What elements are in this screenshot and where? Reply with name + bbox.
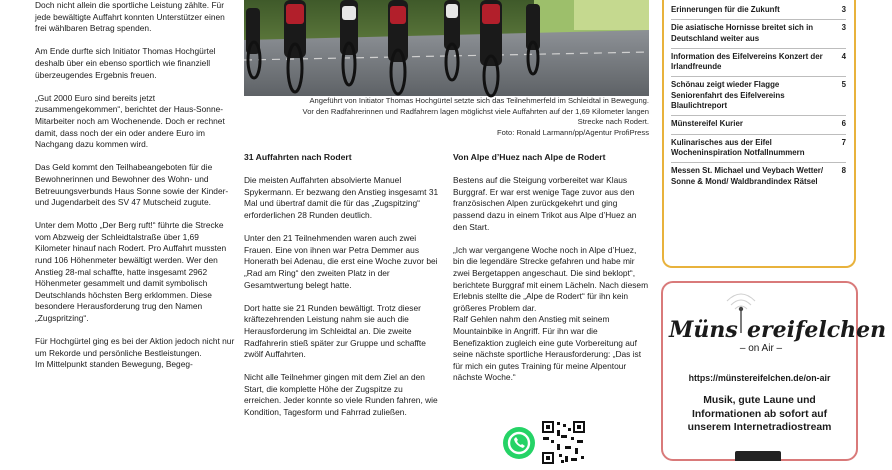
toc-item-title: Schönau zeigt wieder Flagge Seniorenfahrt des Eifelvereins Blaulichtreport (671, 80, 785, 111)
section-heading: 31 Auffahrten nach Rodert (244, 152, 352, 162)
article-paragraph: „Ich war vergangene Woche noch in Alpe d’Huez, bin die legendäre Strecke gefahren und habe mir zwei Bergetappen angeschaut. Die sind beklopt“, berichtete Burggraf mit einem Lächeln. Nach diesem Erlebnis stellte die „Alpe de Rodert“ für ihn kein größeres Problem dar. (453, 244, 649, 313)
caption-line: Strecke nach Rodert. (577, 117, 649, 127)
toc-item-page: 8 (841, 166, 846, 176)
toc-item[interactable] (671, 135, 846, 164)
article-column-left (35, 0, 235, 371)
toc-item-page: 4 (841, 51, 846, 61)
cyclists-photo (244, 0, 649, 96)
muenstereifelchen-logo (663, 289, 887, 354)
toc-item[interactable] (671, 49, 846, 78)
qr-code-graphic (541, 420, 586, 465)
article-paragraph: Bestens auf die Steigung vorbereitet war Klaus Burggraf. Er war erst wenige Tage zuvor aus den französischen Alpen zurückgekehrt und ging passend dazu in einem Trikot aus Alpe d’Huez an den Start. (453, 175, 637, 232)
table-of-contents (662, 0, 856, 268)
toc-item-title: Information des Eifelvereins Konzert der Irlandfreunde (671, 51, 823, 72)
section-heading: Von Alpe d’Huez nach Alpe de Rodert (453, 152, 606, 162)
toc-item-page: 5 (841, 80, 846, 90)
article-paragraph: Nicht alle Teilnehmer gingen mit dem Ziel an den Start, die komplette Höhe der Zugspitze zu erreichen. Jeder konnte so viele Runden fahren, wie Kondition, Tagesform und Fahrrad zuließen. (244, 372, 438, 418)
article-paragraph: Am Ende durfte sich Initiator Thomas Hochgürtel deshalb über ein ebenso sportlich wie finanziell überzeugendes Ergebnis freuen. (35, 46, 216, 80)
article-paragraph: „Gut 2000 Euro sind bereits jetzt zusammengekommen“, berichtet der Haus-Sonne-Mitarbeiter noch am Wochenende. Doch er rechnet damit, dass noch der ein oder andere Euro im Nachgang dazu kommen wird. (35, 92, 225, 150)
radio-promo-text: Musik, gute Laune und Informationen ab sofort auf unserem Internetradiostream (687, 395, 832, 434)
caption-line: Vor den Radfahrerinnen und Radfahrern lagen möglichst viele Auffahrten auf der 1,69 Kilometer langen (302, 106, 649, 116)
article-paragraph: Dort hatte sie 21 Runden bewältigt. Trotz dieser kräftezehrenden Leistung nahm sie auch die Herausforderung im Schleidtal an. Die zweite Radfahrerin stieß später zur Gruppe und schaffte zwölf Auffahrten. (244, 302, 426, 360)
article-paragraph: Die meisten Auffahrten absolvierte Manuel Spykermann. Er bezwang den Anstieg insgesamt 31 Mal und übertraf damit die für das „Zugspitzing“ erforderlichen 28 Runden deutlich. (244, 175, 439, 220)
article-paragraph: Im Mittelpunkt standen Bewegung, Begeg- (35, 359, 193, 370)
radio-ad-box (661, 281, 887, 461)
toc-item-page: 6 (841, 119, 846, 129)
photo-caption (244, 96, 649, 138)
article-column-right (453, 152, 649, 384)
antenna-icon (739, 307, 743, 311)
article-paragraph: Unter den 21 Teilnehmenden waren auch zwei Frauen. Eine von ihnen war Petra Demmer aus Honerath bei Adenau, die erst eine Woche zuvor bei „Rad am Ring“ den zweiten Platz in der Gesamtwertung belegt hatte. (244, 233, 438, 290)
radio-logo-strip (735, 451, 781, 461)
logo-text-right: ereifelchen (747, 317, 887, 343)
toc-item[interactable] (671, 77, 846, 116)
photo-credit: Foto: Ronald Larmann/pp/Agentur ProfiPress (497, 127, 649, 137)
logo-text-left: Müns (669, 317, 738, 343)
article-paragraph: Ralf Gehlen nahm den Anstieg mit seinem Mountainbike in Angriff. Für ihn war die Benefizaktion zugleich eine gute Vorbereitung auf seine nächste sportliche Herausforderung: „Das ist für mich ein gutes Training für meine Alpentour nächste Woche.“ (453, 314, 642, 383)
toc-item-page: 3 (841, 5, 846, 14)
caption-line: Angeführt von Initiator Thomas Hochgürtel setzte sich das Teilnehmerfeld im Schleidtal in Bewegung. (309, 96, 649, 105)
toc-item-title: Messen St. Michael und Veybach Wetter/ Sonne & Mond/ Waldbrandindex Rätsel (671, 166, 824, 186)
toc-item-title: Erinnerungen für die Zukunft (671, 5, 780, 14)
cyclists-photo-image (244, 0, 649, 96)
article-paragraph: Das Geld kommt den Teilhabeangeboten für die Bewohnerinnen und Bewohner des Wohn- und Betreuungsverbunds Haus Sonne sowie der Kinder- und Jugendarbeit des SV 47 Mutscheid zugute. (35, 162, 229, 208)
toc-item[interactable] (671, 20, 846, 49)
toc-item[interactable] (671, 116, 846, 134)
toc-item[interactable] (671, 2, 846, 20)
logo-subtitle: – on Air – (739, 343, 783, 354)
toc-item-title: Kulinarisches aus der Eifel Wocheninspiration Notfallnummern (671, 137, 805, 157)
article-paragraph: Für Hochgürtel ging es bei der Aktion jedoch nicht nur um Rekorde und persönliche Bestleistungen. (35, 336, 235, 358)
article-paragraph: Unter dem Motto „Der Berg ruft!“ führte die Strecke vom Abzweig der Schleidtalstraße über 1,69 Kilometer hinauf nach Rodert. Pro Auffahrt mussten rund 106 Höhenmeter bewältigt werden. Wer den Anstieg 28-mal schaffte, hatte insgesamt 2962 Höhenmeter gesammelt und damit symbolisch Deutschlands höchsten Berg erklommen. Diese besondere Herausforderung trug den Namen „Zugspritzing“. (35, 220, 227, 324)
toc-item-page: 7 (841, 137, 846, 147)
article-column-middle (244, 152, 442, 419)
radio-url-link[interactable]: https://münstereifelchen.de/on-air (688, 373, 831, 383)
article-paragraph: Doch nicht allein die sportliche Leistung zählte. Für jede bewältigte Auffahrt konnten Unterstützer einen frei wählbaren Betrag spenden. (35, 0, 225, 34)
qr-code[interactable] (541, 420, 586, 465)
toc-item-page: 3 (841, 23, 846, 33)
toc-item-title: Münstereifel Kurier (671, 119, 743, 129)
whatsapp-icon-graphic (502, 426, 536, 460)
whatsapp-icon[interactable] (502, 426, 536, 460)
toc-item-title: Die asiatische Hornisse breitet sich in Deutschland weiter aus (671, 23, 814, 43)
muenstereifelchen-logo-graphic (663, 289, 887, 354)
toc-item[interactable] (671, 163, 846, 191)
